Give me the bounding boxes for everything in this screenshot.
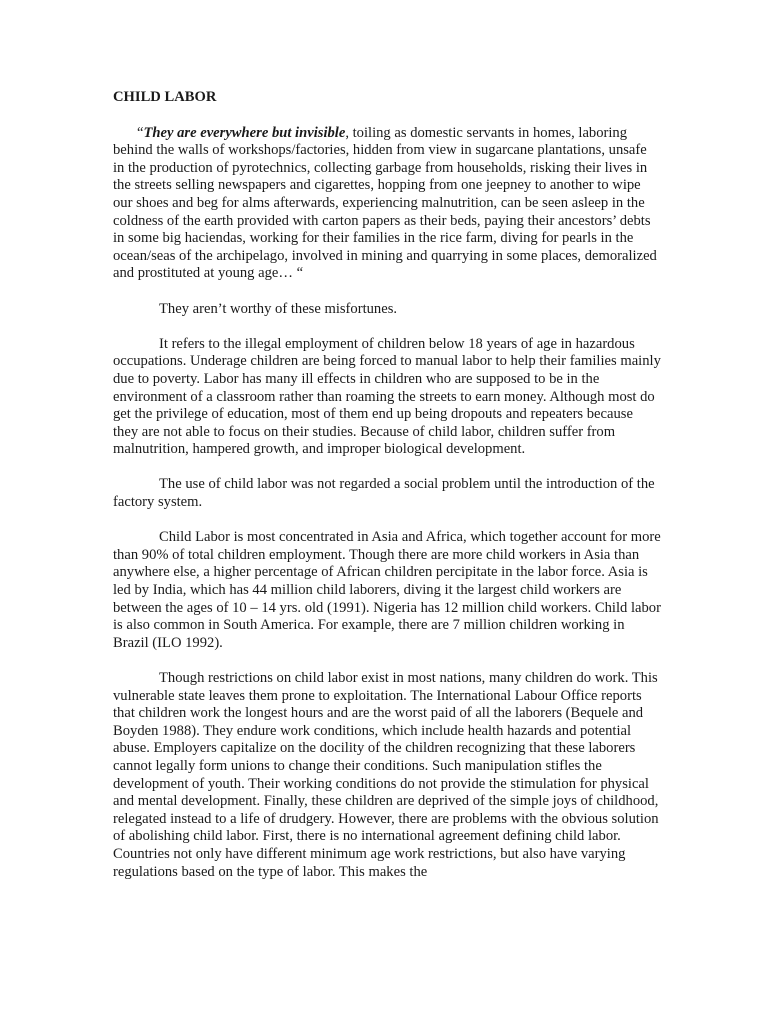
quote-body-text: , toiling as domestic servants in homes, laboring behind the walls of workshops/factories, hidden from view in sugarcane plantations, unsafe in the production of pyrotechnics, collecting garbage from households, risking their lives in the streets selling newspapers and cigarettes, hopping from one jeepney to another to wipe our shoes and beg for alms afterwards, experiencing malnutrition, can be seen asleep in the coldness of the earth provided with carton papers as their beds, paying their ancestors’ debts in some big haciendas, working for their families in the rice farm, diving for pearls in the ocean/seas of the archipelago, involved in mining and quarrying in some places, demoralized and prostituted at young age… “ [113,124,657,282]
open-quote-mark: “ [137,124,144,141]
document-body [113,89,661,899]
paragraph-factory-system: The use of child labor was not regarded a social problem until the introduction of the factory system. [113,476,655,511]
paragraph-restrictions: Though restrictions on child labor exist in most nations, many children do work. This vulnerable state leaves them prone to exploitation. The International Labour Office reports that children work the longest hours and are the worst paid of all the laborers (Bequele and Boyden 1988). They endure work conditions, which include health hazards and potential abuse. Employers capitalize on the docility of the children recognizing that these laborers cannot legally form unions to change their conditions. Such manipulation stifles the development of youth. Their working conditions do not provide the stimulation for physical and mental development. Finally, these children are deprived of the simple joys of childhood, relegated instead to a life of drudgery. However, there are problems with the obvious solution of abolishing child labor. First, there is no international agreement defining child labor. Countries not only have different minimum age work restrictions, but also have varying regulations based on the type of labor. This makes the [113,670,659,880]
paragraph-definition: It refers to the illegal employment of children below 18 years of age in hazardous occupations. Underage children are being forced to manual labor to help their families mainly due to poverty. Labor has many ill effects in children who are supposed to be in the environment of a classroom rather than roaming the streets to earn money. Although most do get the privilege of education, most of them end up being dropouts and repeaters because they are not able to focus on their studies. Because of child labor, children suffer from malnutrition, hampered growth, and improper biological development. [113,335,661,458]
paragraph-asia-africa: Child Labor is most concentrated in Asia and Africa, which together account for more than 90% of total children employment. Though there are more child workers in Asia than anywhere else, a higher percentage of African children percipitate in the labor force. Asia is led by India, which has 44 million child laborers, diving it the largest child workers are between the ages of 10 – 14 yrs. old (1991). Nigeria has 12 million child workers. Child labor is also common in South America. For example, there are 7 million children working in Brazil (ILO 1992). [113,529,661,651]
document-title: CHILD LABOR [113,89,217,105]
quote-lead-emphasis: They are everywhere but invisible [143,124,346,141]
paragraph-misfortunes: They aren’t worthy of these misfortunes. [159,300,398,317]
intro-quote-paragraph [113,125,661,283]
